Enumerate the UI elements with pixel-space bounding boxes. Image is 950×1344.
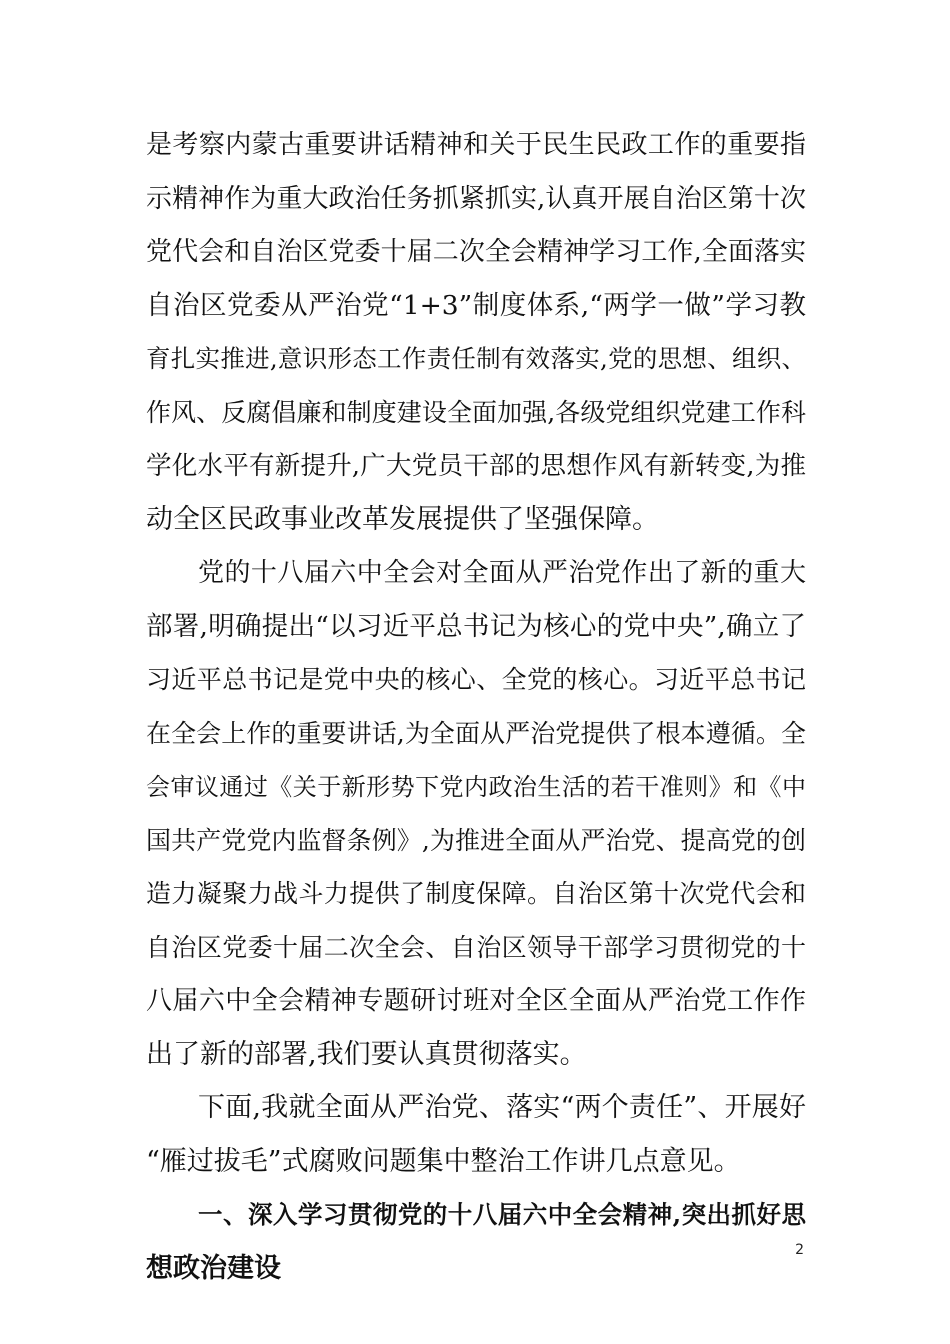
paragraph-line: 国共产党党内监督条例》,为推进全面从严治党、提高党的创 — [146, 826, 806, 855]
paragraph-line: 造力凝聚力战斗力提供了制度保障。自治区第十次党代会和 — [146, 879, 806, 908]
paragraph-line: “雁过拔毛”式腐败问题集中整治工作讲几点意见。 — [146, 1146, 741, 1177]
paragraph-line: 党的十八届六中全会对全面从严治党作出了新的重大 — [198, 558, 806, 588]
paragraph-line: 在全会上作的重要讲话,为全面从严治党提供了根本遵循。全 — [146, 719, 806, 748]
paragraph-line: 示精神作为重大政治任务抓紧抓实,认真开展自治区第十次 — [146, 184, 806, 214]
paragraph-line: 育扎实推进,意识形态工作责任制有效落实,党的思想、组织、 — [146, 344, 806, 373]
paragraph-line: 会审议通过《关于新形势下党内政治生活的若干准则》和《中 — [146, 773, 806, 801]
paragraph-line: 动全区民政事业改革发展提供了坚强保障。 — [146, 504, 659, 535]
paragraph-line: 部署,明确提出“以习近平总书记为核心的党中央”,确立了 — [146, 611, 806, 642]
paragraph-line: 党代会和自治区党委十届二次全会精神学习工作,全面落实 — [146, 237, 806, 267]
paragraph-line: 八届六中全会精神专题研讨班对全区全面从严治党工作作 — [146, 986, 806, 1016]
paragraph-line: 学化水平有新提升,广大党员干部的思想作风有新转变,为推 — [146, 451, 806, 481]
page-number: 2 — [795, 1242, 804, 1258]
paragraph-line: 习近平总书记是党中央的核心、全党的核心。习近平总书记 — [146, 665, 806, 694]
section-heading-line: 一、深入学习贯彻党的十八届六中全会精神,突出抓好思 — [198, 1200, 806, 1229]
paragraph-line: 自治区党委从严治党“1+3”制度体系,“两学一做”学习教 — [146, 290, 806, 321]
paragraph-line: 下面,我就全面从严治党、落实“两个责任”、开展好 — [198, 1092, 806, 1123]
paragraph-line: 自治区党委十届二次全会、自治区领导干部学习贯彻党的十 — [146, 933, 806, 962]
paragraph-line: 是考察内蒙古重要讲话精神和关于民生民政工作的重要指 — [146, 130, 806, 160]
paragraph-line: 作风、反腐倡廉和制度建设全面加强,各级党组织党建工作科 — [146, 398, 806, 427]
section-heading-line: 想政治建设 — [146, 1253, 281, 1284]
paragraph-line: 出了新的部署,我们要认真贯彻落实。 — [146, 1039, 587, 1070]
